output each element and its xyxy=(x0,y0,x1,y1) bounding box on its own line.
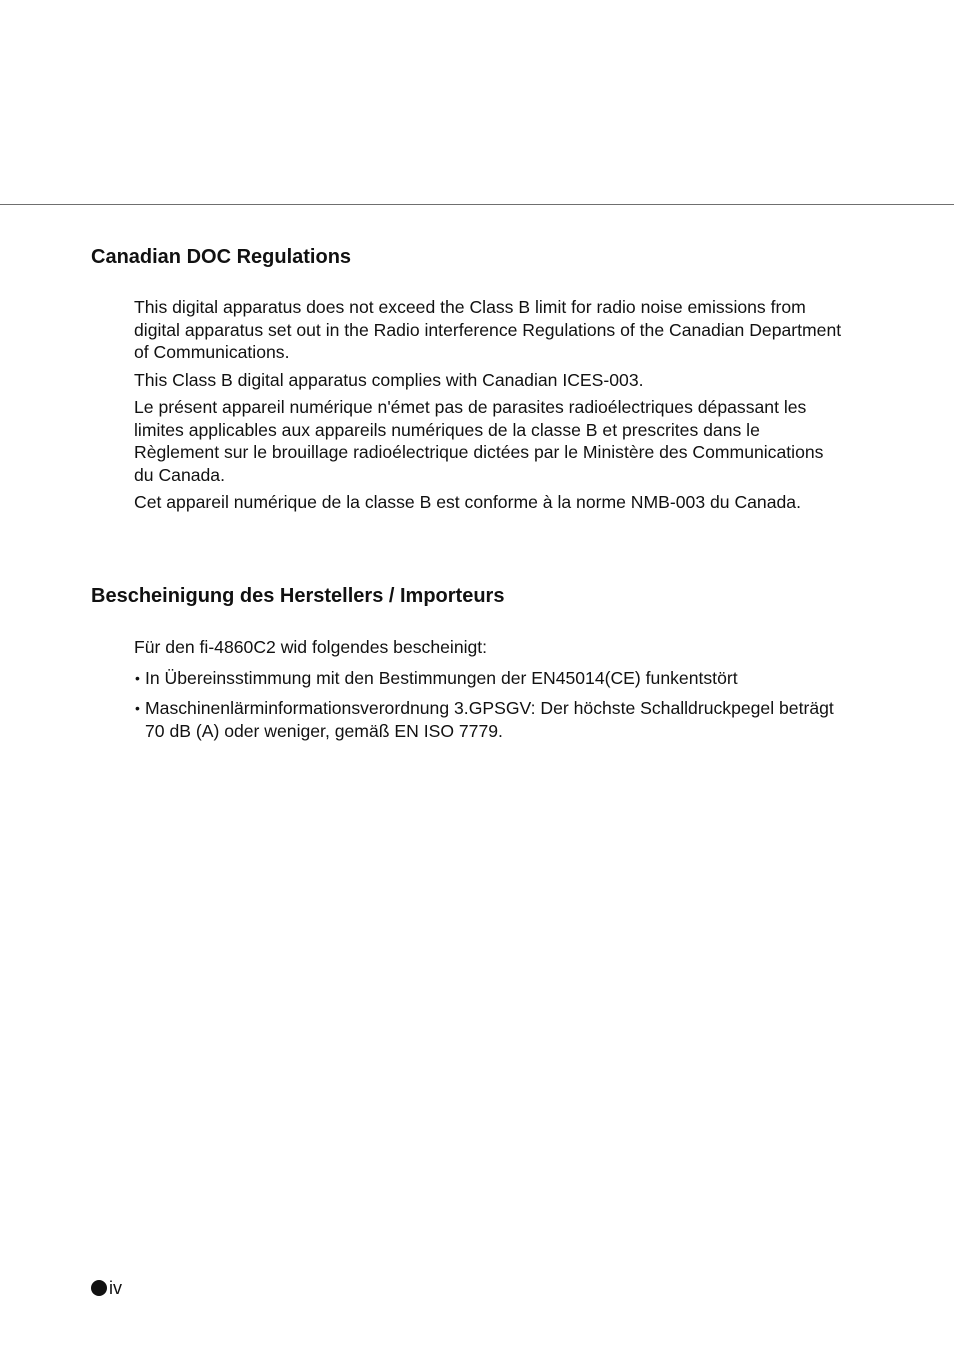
paragraph: This Class B digital apparatus complies with Canadian ICES-003. xyxy=(134,369,644,390)
bullet-icon: • xyxy=(135,669,140,686)
bullet-icon: • xyxy=(135,700,140,716)
paragraph: Le présent appareil numérique n'émet pas de parasites radioélectriques dépassant les limites applicables aux appareils numériques de la classe B et prescrites dans le Règlement sur le brouillage radioélectrique dictées par le Ministère des Communications du Canada. xyxy=(134,397,824,485)
section-body-bescheinigung xyxy=(134,636,844,750)
list-item-text: In Übereinsstimmung mit den Bestimmungen der EN45014(CE) funkentstört xyxy=(145,667,738,688)
header-divider xyxy=(0,204,954,205)
paragraph: This digital apparatus does not exceed the Class B limit for radio noise emissions from digital apparatus set out in the Radio interference Regulations of the Canadian Department of Communications. xyxy=(134,297,842,362)
list-item-text: Maschinenlärminformationsverordnung 3.GPSGV: Der höchste Schalldruckpegel beträgt 70 dB (A) oder weniger, gemäß EN ISO 7779. xyxy=(145,698,834,741)
intro-paragraph: Für den fi-4860C2 wid folgendes bescheinigt: xyxy=(134,637,488,657)
list-item xyxy=(134,697,844,742)
list-item xyxy=(134,667,844,690)
section-title-canadian-doc: Canadian DOC Regulations xyxy=(91,246,352,268)
page-footer xyxy=(91,1276,122,1300)
page-number: iv xyxy=(109,1278,122,1298)
paragraph: Cet appareil numérique de la classe B est conforme à la norme NMB-003 du Canada. xyxy=(134,492,801,512)
section-title-bescheinigung: Bescheinigung des Herstellers / Importeurs xyxy=(91,585,505,607)
bullet-list xyxy=(134,667,844,743)
section-body-canadian-doc xyxy=(134,296,844,519)
filled-circle-icon xyxy=(91,1280,107,1296)
